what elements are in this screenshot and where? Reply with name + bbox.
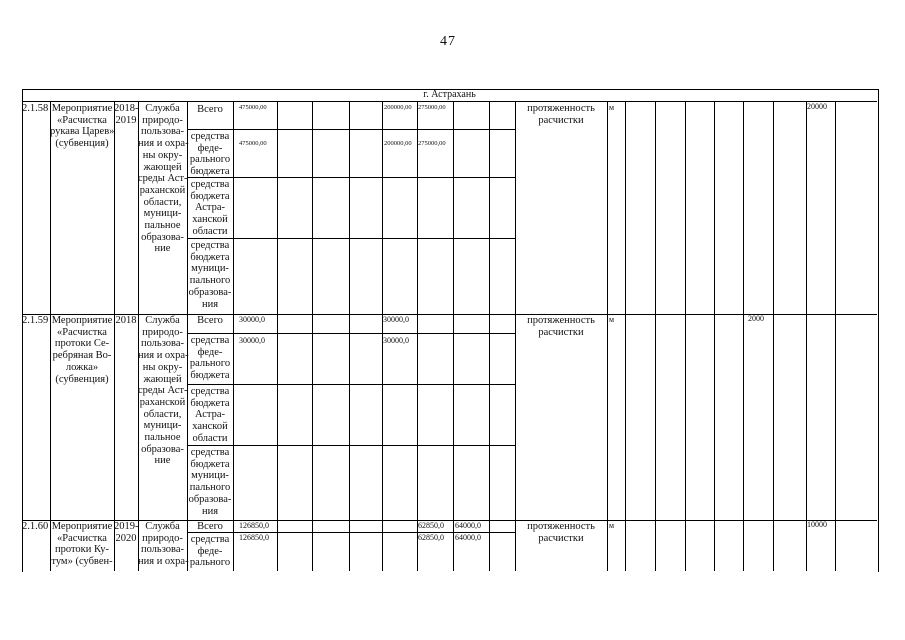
executor-line: жающей	[143, 161, 182, 173]
source-federal: феде-	[197, 346, 223, 358]
executor-line: образова-	[141, 443, 184, 455]
source-municipal: образова-	[188, 286, 232, 298]
executor-line: раханской	[139, 184, 186, 196]
target-value: 2000	[748, 314, 764, 323]
executor-line: муници-	[143, 420, 182, 432]
executor-line: ны окру-	[142, 149, 183, 161]
executor-line: среды Аст-	[138, 173, 188, 185]
event-name-line: ребряная Во-	[52, 350, 112, 362]
executor-line: ния и охра-	[138, 556, 189, 568]
row-number: 2.1.60	[22, 521, 49, 532]
event-name-line: рукава Царев»	[50, 126, 115, 138]
source-federal: рального	[189, 154, 231, 166]
row-number: 2.1.58	[22, 103, 49, 114]
executor-line: ние	[154, 243, 171, 255]
column-divider	[743, 101, 744, 571]
column-divider	[685, 101, 686, 571]
source-regional: ханской	[192, 214, 228, 226]
value-total-2018: 30000,0	[383, 315, 409, 324]
value-federal-2020: 64000,0	[455, 533, 481, 542]
source-regional: бюджета	[190, 190, 230, 202]
value-federal-sum: 30000,0	[239, 336, 265, 345]
source-subrow-divider	[187, 177, 515, 178]
event-name-line: «Расчистка	[57, 114, 107, 126]
executor-line: ния и охра-	[138, 350, 189, 362]
source-municipal: образова-	[188, 493, 232, 505]
event-name-line: «Расчистка	[57, 532, 107, 544]
executor-line: ние	[154, 455, 171, 467]
executor-line: ния и охра-	[138, 138, 189, 150]
value-federal-2019: 62850,0	[418, 533, 444, 542]
event-name-line: протоки Ку-	[55, 544, 109, 556]
executor-line: Служба	[145, 103, 180, 114]
source-municipal: ния	[201, 505, 219, 517]
target-value: 20000	[807, 102, 827, 111]
column-divider	[806, 101, 807, 571]
source-regional: ханской	[192, 421, 228, 433]
executor-line: раханской	[139, 396, 186, 408]
executor-line: муници-	[143, 208, 182, 220]
executor-line: среды Аст-	[138, 385, 188, 397]
executor-line: природо-	[142, 532, 183, 544]
value-federal-sum: 126850,0	[239, 533, 269, 542]
column-divider	[625, 101, 626, 571]
column-divider	[489, 101, 490, 571]
implementation-years: 2020	[115, 532, 137, 544]
source-subrow-divider	[187, 333, 515, 334]
source-federal: рального	[189, 358, 231, 370]
column-divider	[349, 101, 350, 571]
source-municipal: бюджета	[190, 458, 230, 470]
implementation-years: 2018	[115, 315, 137, 326]
source-federal: феде-	[197, 545, 223, 557]
implementation-years: 2019-	[114, 521, 139, 532]
executor-line: пальное	[144, 432, 181, 443]
source-subrow-divider	[187, 129, 515, 130]
source-municipal: бюджета	[190, 251, 230, 263]
source-federal: бюджета	[190, 166, 230, 178]
event-name-line: протоки Се-	[54, 338, 110, 350]
event-name-line: Мероприятие	[51, 315, 113, 326]
row-number: 2.1.59	[22, 315, 49, 326]
target-value: 10000	[807, 520, 827, 529]
indicator-name: протяженность	[527, 521, 595, 532]
column-divider	[453, 101, 454, 571]
value-federal-2019: 275000,00	[418, 140, 446, 147]
source-regional: бюджета	[190, 397, 230, 409]
value-federal-2018: 30000,0	[383, 336, 409, 345]
executor-line: области,	[143, 196, 182, 208]
column-divider	[277, 101, 278, 571]
unit-of-measure: м	[609, 103, 615, 112]
source-regional: средства	[190, 386, 230, 397]
source-federal: средства	[190, 335, 230, 346]
source-municipal: средства	[190, 240, 230, 251]
source-regional: области	[192, 432, 228, 444]
implementation-years: 2018-	[114, 103, 139, 114]
indicator-name: протяженность	[527, 315, 595, 326]
executor-line: образова-	[141, 231, 184, 243]
event-name-line: «Расчистка	[57, 326, 107, 338]
executor-line: жающей	[143, 373, 182, 385]
column-divider	[714, 101, 715, 571]
column-divider	[773, 101, 774, 571]
executor-line: Служба	[145, 521, 180, 532]
event-name-line: Мероприятие	[51, 521, 113, 532]
column-divider	[417, 101, 418, 571]
source-total: Всего	[197, 104, 223, 115]
source-total: Всего	[197, 521, 223, 532]
source-federal: рального	[189, 557, 231, 569]
source-subrow-divider	[187, 445, 515, 446]
indicator-name: протяженность	[527, 103, 595, 114]
source-subrow-divider	[187, 384, 515, 385]
column-divider	[607, 101, 608, 571]
source-municipal: пального	[189, 482, 231, 494]
indicator-name: расчистки	[538, 114, 584, 126]
source-subrow-divider	[187, 238, 515, 239]
column-divider	[312, 101, 313, 571]
executor-line: пользова-	[140, 544, 185, 556]
executor-line: области,	[143, 408, 182, 420]
executor-line: природо-	[142, 114, 183, 126]
value-total-2018: 200000,00	[384, 104, 412, 111]
source-municipal: муници-	[191, 470, 229, 482]
source-regional: Астра-	[194, 409, 226, 421]
value-total-sum: 30000,0	[239, 315, 265, 324]
event-name-line: (субвенция)	[55, 138, 109, 150]
city-header-row	[22, 89, 877, 102]
indicator-name: расчистки	[538, 532, 584, 544]
source-municipal: ния	[201, 298, 219, 310]
source-federal: средства	[190, 131, 230, 142]
event-name-line: ложка»	[65, 361, 99, 373]
event-name-line: (субвенция)	[55, 373, 109, 385]
column-divider	[655, 101, 656, 571]
source-total: Всего	[197, 315, 223, 326]
city-header: г. Астрахань	[423, 89, 476, 100]
value-federal-2018: 200000,00	[384, 140, 412, 147]
source-federal: бюджета	[190, 370, 230, 382]
source-municipal: пального	[189, 275, 231, 287]
value-federal-sum: 475000,00	[239, 140, 267, 147]
source-regional: Астра-	[194, 202, 226, 214]
source-municipal: средства	[190, 447, 230, 458]
source-regional: средства	[190, 179, 230, 190]
executor-line: пользова-	[140, 126, 185, 138]
value-total-sum: 475000,00	[239, 104, 267, 111]
column-divider	[835, 101, 836, 571]
executor-line: ны окру-	[142, 361, 183, 373]
unit-of-measure: м	[609, 315, 615, 324]
executor-line: пользова-	[140, 338, 185, 350]
value-total-sum: 126850,0	[239, 521, 269, 530]
source-municipal: муници-	[191, 263, 229, 275]
page-number: 47	[440, 34, 456, 49]
unit-of-measure: м	[609, 521, 615, 530]
value-total-2020: 64000,0	[455, 521, 481, 530]
event-name-line: тум» (субвен-	[51, 556, 113, 568]
executor-line: природо-	[142, 326, 183, 338]
executor-line: Служба	[145, 315, 180, 326]
event-name-line: Мероприятие	[51, 103, 113, 114]
source-federal: средства	[190, 534, 230, 545]
value-total-2019: 275000,00	[418, 104, 446, 111]
executor-line: пальное	[144, 220, 181, 231]
source-regional: области	[192, 225, 228, 237]
column-divider	[114, 101, 115, 571]
value-total-2019: 62850,0	[418, 521, 444, 530]
indicator-name: расчистки	[538, 326, 584, 338]
source-federal: феде-	[197, 142, 223, 154]
implementation-years: 2019	[115, 114, 137, 126]
column-divider	[233, 101, 234, 571]
